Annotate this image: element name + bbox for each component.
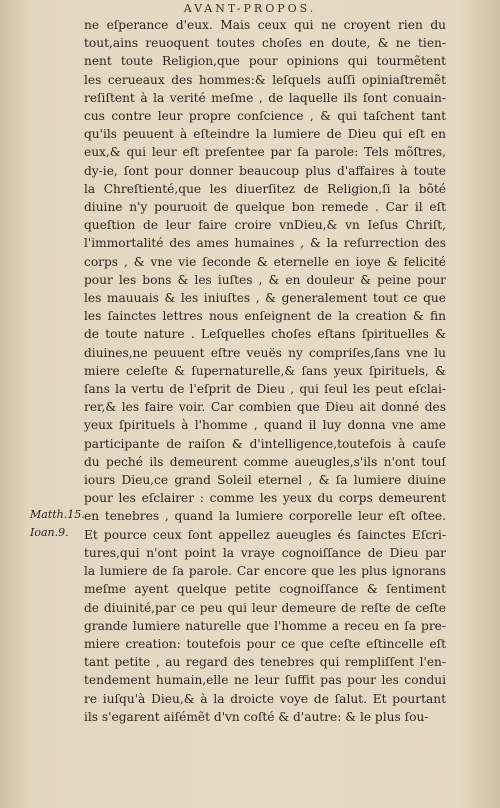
text-line: rer,& les faire voir. Car combien que Dieu ait donné des	[84, 400, 446, 415]
text-line: en tenebres , quand la lumiere corporelle leur eſt oſtee.	[84, 509, 446, 524]
text-line: miere creation: toutefois pour ce que ceſte eſtincelle eſt	[84, 636, 446, 651]
text-line: la Chreſtienté,que les diuerſitez de Religion,ſi la bõté	[84, 181, 446, 196]
text-line: diuine n'y pouruoit de quelque bon remede . Car il eſt	[84, 200, 446, 215]
page-edge-shading	[460, 0, 500, 808]
text-line: de toute nature . Leſquelles choſes eſtans ſpirituelles &	[84, 327, 446, 342]
text-line: tout,ains reuoquent toutes choſes en doute, & ne tien-	[84, 36, 446, 51]
text-line: queſtion de leur faire croire vnDieu,& vn Ieſus Chriſt,	[84, 218, 446, 233]
text-line: ne eſperance d'eux. Mais ceux qui ne croyent rien du	[84, 18, 446, 32]
text-line: du peché ils demeurent comme aueugles,s'ils n'ont touſ	[84, 454, 446, 469]
running-header: AVANT-PROPOS.	[183, 2, 317, 15]
text-line: tant petite , au regard des tenebres qui rempliſſent l'en-	[84, 655, 446, 670]
text-line: ils s'egarent aiſémẽt d'vn coſté & d'autre: & le plus ſou-	[84, 709, 429, 724]
margin-note-matthew: Matth.15.	[30, 508, 85, 521]
text-line: grande lumiere naturelle que l'homme a receu en ſa pre-	[84, 618, 446, 633]
text-line: les mauuais & les iniuſtes , & generalement tout ce que	[84, 291, 446, 306]
text-line: re iuſqu'à Dieu,& à la droicte voye de ſalut. Et pourtant	[84, 691, 446, 706]
text-line: miere celeſte & ſupernaturelle,& ſans yeux ſpirituels, &	[84, 363, 446, 378]
text-line: cus contre leur propre conſcience , & qui taſchent tant	[84, 109, 446, 124]
text-line: meſme ayent quelque petite cognoiſſance & ſentiment	[84, 582, 446, 597]
text-line: de diuinité,par ce peu qui leur demeure de reſte de ceſte	[84, 600, 446, 615]
body-text	[84, 16, 446, 726]
text-line: dy-ie, ſont pour donner beaucoup plus d'affaires à toute	[84, 163, 446, 178]
text-line: ſans la vertu de l'eſprit de Dieu , qui ſeul les peut eſclai-	[84, 382, 446, 397]
text-line: l'immortalité des ames humaines , & la reſurrection des	[84, 236, 446, 251]
text-line: tures,qui n'ont point la vraye cognoiſſance de Dieu par	[84, 545, 446, 560]
text-line: iours Dieu,ce grand Soleil eternel , & ſa lumiere diuine	[84, 473, 446, 488]
text-line: les ſainctes lettres nous enſeignent de la creation & fin	[84, 309, 446, 324]
text-line: nent toute Religion,que pour opinions qui tourmẽtent	[84, 54, 446, 69]
text-line: tendement humain,elle ne leur ſuffit pas pour les condui	[84, 673, 446, 688]
text-line: reſiſtent à la verité meſme , de laquelle ils ſont conuain-	[84, 90, 446, 105]
text-line: participante de raiſon & d'intelligence,toutefois à cauſe	[84, 436, 446, 451]
text-line: eux,& qui leur eſt preſentee par ſa parole: Tels mõſtres,	[84, 145, 446, 160]
text-line: qu'ils peuuent à eſteindre la lumiere de Dieu qui eſt en	[84, 127, 446, 142]
text-line: pour les bons & les iuſtes , & en douleur & peine pour	[84, 272, 446, 287]
text-line: les cerueaux des hommes:& leſquels auſſi opiniaſtremẽt	[84, 72, 446, 87]
text-line: la lumiere de ſa parole. Car encore que les plus ignorans	[84, 564, 446, 579]
text-line: corps , & vne vie ſeconde & eternelle en ioye & felicité	[84, 254, 446, 269]
text-line: pour les eſclairer : comme les yeux du corps demeurent	[84, 491, 446, 506]
text-line: Et pource ceux ſont appellez aueugles és ſainctes Eſcri-	[84, 527, 446, 542]
text-line: yeux ſpirituels à l'homme , quand il luy donna vne ame	[84, 418, 446, 433]
text-line: diuines,ne peuuent eſtre veuës ny compriſes,ſans vne lu	[84, 345, 446, 360]
margin-note-john: Ioan.9.	[30, 526, 69, 539]
